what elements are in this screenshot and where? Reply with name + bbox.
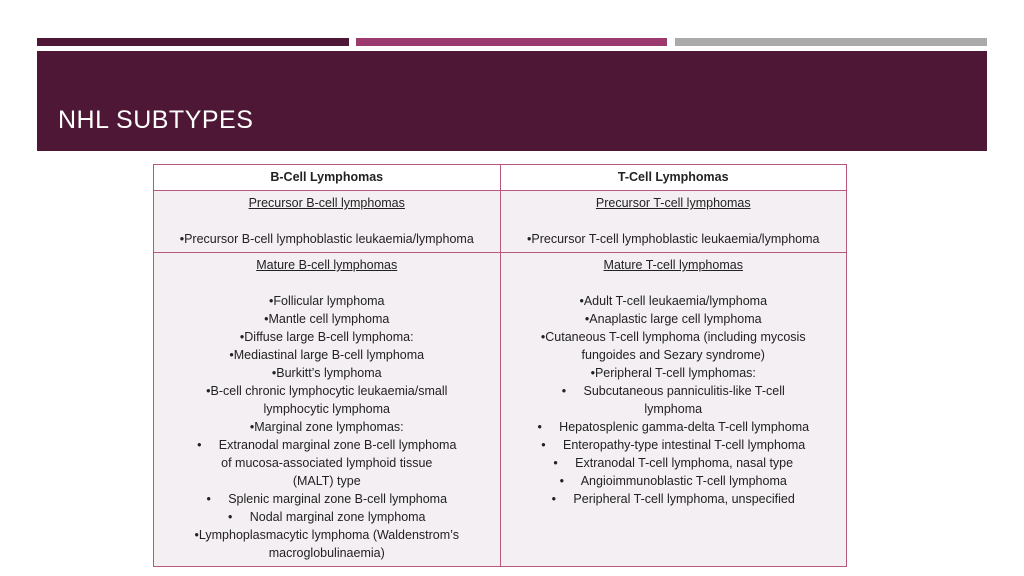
list-item: •Diffuse large B-cell lymphoma: [239, 330, 414, 344]
precursor-t-item: •Precursor T-cell lymphoblastic leukaemia/lymphoma [527, 232, 820, 246]
accent-bar-right [675, 38, 987, 46]
list-item: •Follicular lymphoma [268, 294, 385, 308]
list-item: •B-cell chronic lymphocytic leukaemia/small [206, 384, 448, 398]
cell-precursor-t [500, 191, 847, 253]
list-item: fungoides and Sezary syndrome) [581, 348, 765, 362]
list-item: • Hepatosplenic gamma-delta T-cell lymphoma [537, 420, 810, 434]
list-item: • Nodal marginal zone lymphoma [227, 510, 426, 524]
mature-t-list [511, 292, 837, 508]
list-item: lymphoma [644, 402, 703, 416]
list-item: of mucosa-associated lymphoid tissue [221, 456, 433, 470]
cell-mature-b [154, 253, 501, 567]
table-row-precursor [154, 191, 847, 253]
list-item: • Splenic marginal zone B-cell lymphoma [206, 492, 448, 506]
list-item: •Mantle cell lymphoma [264, 312, 390, 326]
precursor-b-item: •Precursor B-cell lymphoblastic leukaemia/lymphoma [179, 232, 474, 246]
list-item: •Mediastinal large B-cell lymphoma [229, 348, 425, 362]
cell-precursor-b [154, 191, 501, 253]
precursor-b-title: Precursor B-cell lymphomas [248, 196, 405, 210]
table-header-row [154, 165, 847, 191]
accent-bar-left [37, 38, 349, 46]
slide-title: NHL SUBTYPES [58, 106, 254, 134]
list-item: • Extranodal marginal zone B-cell lymphoma [197, 438, 457, 452]
mature-t-title: Mature T-cell lymphomas [603, 258, 743, 272]
list-item: macroglobulinaemia) [268, 546, 385, 560]
list-item: •Cutaneous T-cell lymphoma (including mycosis [540, 330, 806, 344]
accent-bar-middle [356, 38, 667, 46]
list-item: • Peripheral T-cell lymphoma, unspecified [551, 492, 795, 506]
list-item: •Adult T-cell leukaemia/lymphoma [579, 294, 768, 308]
title-banner [37, 51, 987, 151]
list-item: • Subcutaneous panniculitis-like T-cell [561, 384, 785, 398]
list-item: •Lymphoplasmacytic lymphoma (Waldenstrom’s [194, 528, 459, 542]
table-row-mature [154, 253, 847, 567]
mature-b-title: Mature B-cell lymphomas [256, 258, 398, 272]
header-t-cell: T-Cell Lymphomas [500, 165, 847, 191]
subtypes-table [153, 164, 847, 567]
list-item: •Anaplastic large cell lymphoma [584, 312, 762, 326]
mature-b-list [164, 292, 490, 562]
list-item: • Enteropathy-type intestinal T-cell lymphoma [541, 438, 806, 452]
precursor-t-title: Precursor T-cell lymphomas [595, 196, 751, 210]
list-item: (MALT) type [292, 474, 361, 488]
list-item: •Peripheral T-cell lymphomas: [590, 366, 756, 380]
list-item: lymphocytic lymphoma [263, 402, 390, 416]
list-item: • Extranodal T-cell lymphoma, nasal type [553, 456, 794, 470]
header-b-cell: B-Cell Lymphomas [154, 165, 501, 191]
list-item: •Marginal zone lymphomas: [249, 420, 404, 434]
cell-mature-t [500, 253, 847, 567]
list-item: • Angioimmunoblastic T-cell lymphoma [559, 474, 787, 488]
list-item: •Burkitt’s lymphoma [271, 366, 382, 380]
